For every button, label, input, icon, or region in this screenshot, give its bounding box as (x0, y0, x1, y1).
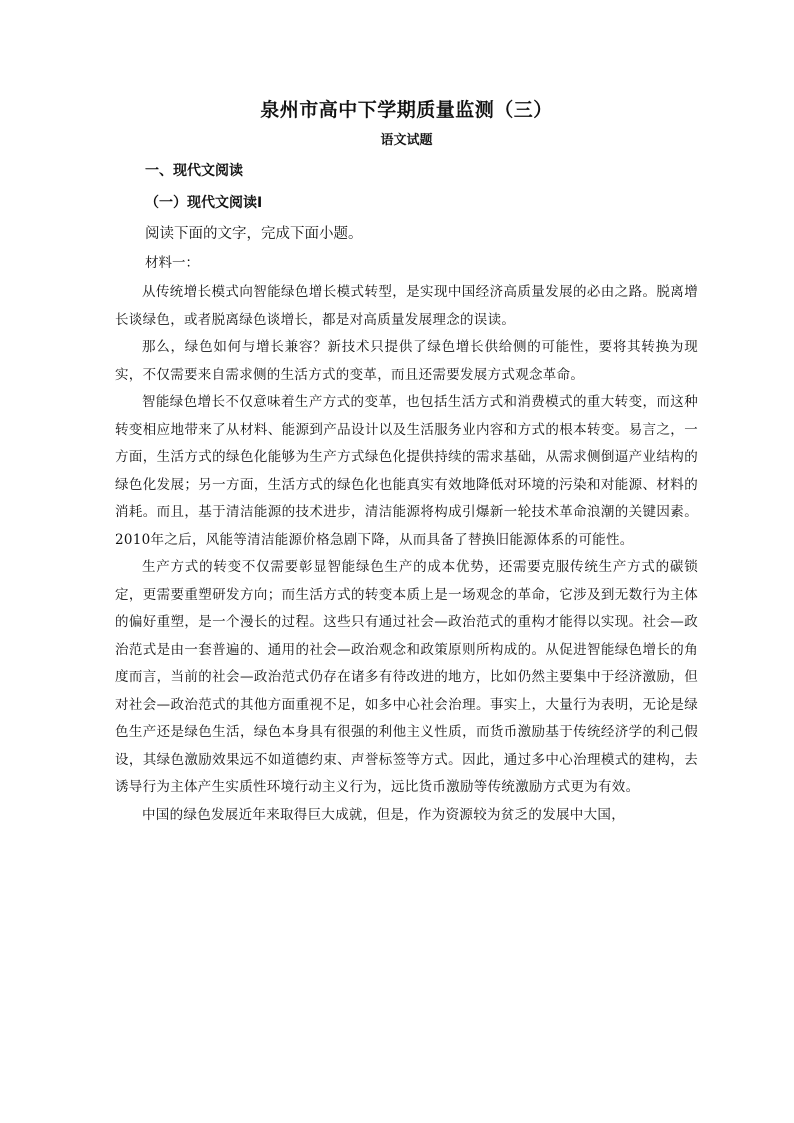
paragraph: 生产方式的转变不仅需要彰显智能绿色生产的成本优势，还需要克服传统生产方式的碳锁定，更需要重塑研发方向；而生活方式的转变本质上是一场观念的革命，它涉及到无数行为主体的偏好重塑，是一个漫长的过程。这些只有通过社会—政治范式的重构才能得以实现。社会—政治范式是由一套普遍的、通用的社会—政治观念和政策原则所构成的。从促进智能绿色增长的角度而言，当前的社会—政治范式仍存在诸多有待改进的地方，比如仍然主要集中于经济激励，但对社会—政治范式的其他方面重视不足，如多中心社会治理。事实上，大量行为表明，无论是绿色生产还是绿色生活，绿色本身具有很强的利他主义性质，而货币激励基于传统经济学的利己假设，其绿色激励效果远不如道德约束、声誉标签等方式。因此，通过多中心治理模式的建构，去诱导行为主体产生实质性环境行动主义行为，远比货币激励等传统激励方式更为有效。 (115, 559, 698, 795)
document-title: 泉州市高中下学期质量监测（三） (260, 99, 553, 121)
paragraph: 中国的绿色发展近年来取得巨大成就，但是，作为资源较为贫乏的发展中大国， (142, 806, 625, 823)
section-heading: 一、现代文阅读 (145, 163, 243, 179)
sub-section-heading: （一）现代文阅读Ⅰ (145, 195, 263, 211)
material-label: 材料一： (145, 255, 199, 271)
paragraph: 那么，绿色如何与增长兼容？新技术只提供了绿色增长供给侧的可能性，要将其转换为现实，不仅需要来自需求侧的生活方式的变革，而且还需要发展方式观念革命。 (115, 339, 698, 383)
paragraph: 从传统增长模式向智能绿色增长模式转型，是实现中国经济高质量发展的必由之路。脱离增长谈绿色，或者脱离绿色谈增长，都是对高质量发展理念的误读。 (115, 284, 698, 328)
paragraph: 智能绿色增长不仅意味着生产方式的变革，也包括生活方式和消费模式的重大转变，而这种转变相应地带来了从材料、能源到产品设计以及生活服务业内容和方式的根本转变。易言之，一方面，生活方式的绿色化能够为生产方式绿色化提供持续的需求基础，从需求侧倒逼产业结构的绿色化发展；另一方面，生活方式的绿色化也能真实有效地降低对环境的污染和对能源、材料的消耗。而且，基于清洁能源的技术进步，清洁能源将构成引爆新一轮技术革命浪潮的关键因素。2010年之后，风能等清洁能源价格急剧下降，从而具备了替换旧能源体系的可能性。 (115, 394, 698, 548)
document-subtitle: 语文试题 (380, 133, 433, 148)
reading-instruction: 阅读下面的文字，完成下面小题。 (145, 226, 363, 242)
